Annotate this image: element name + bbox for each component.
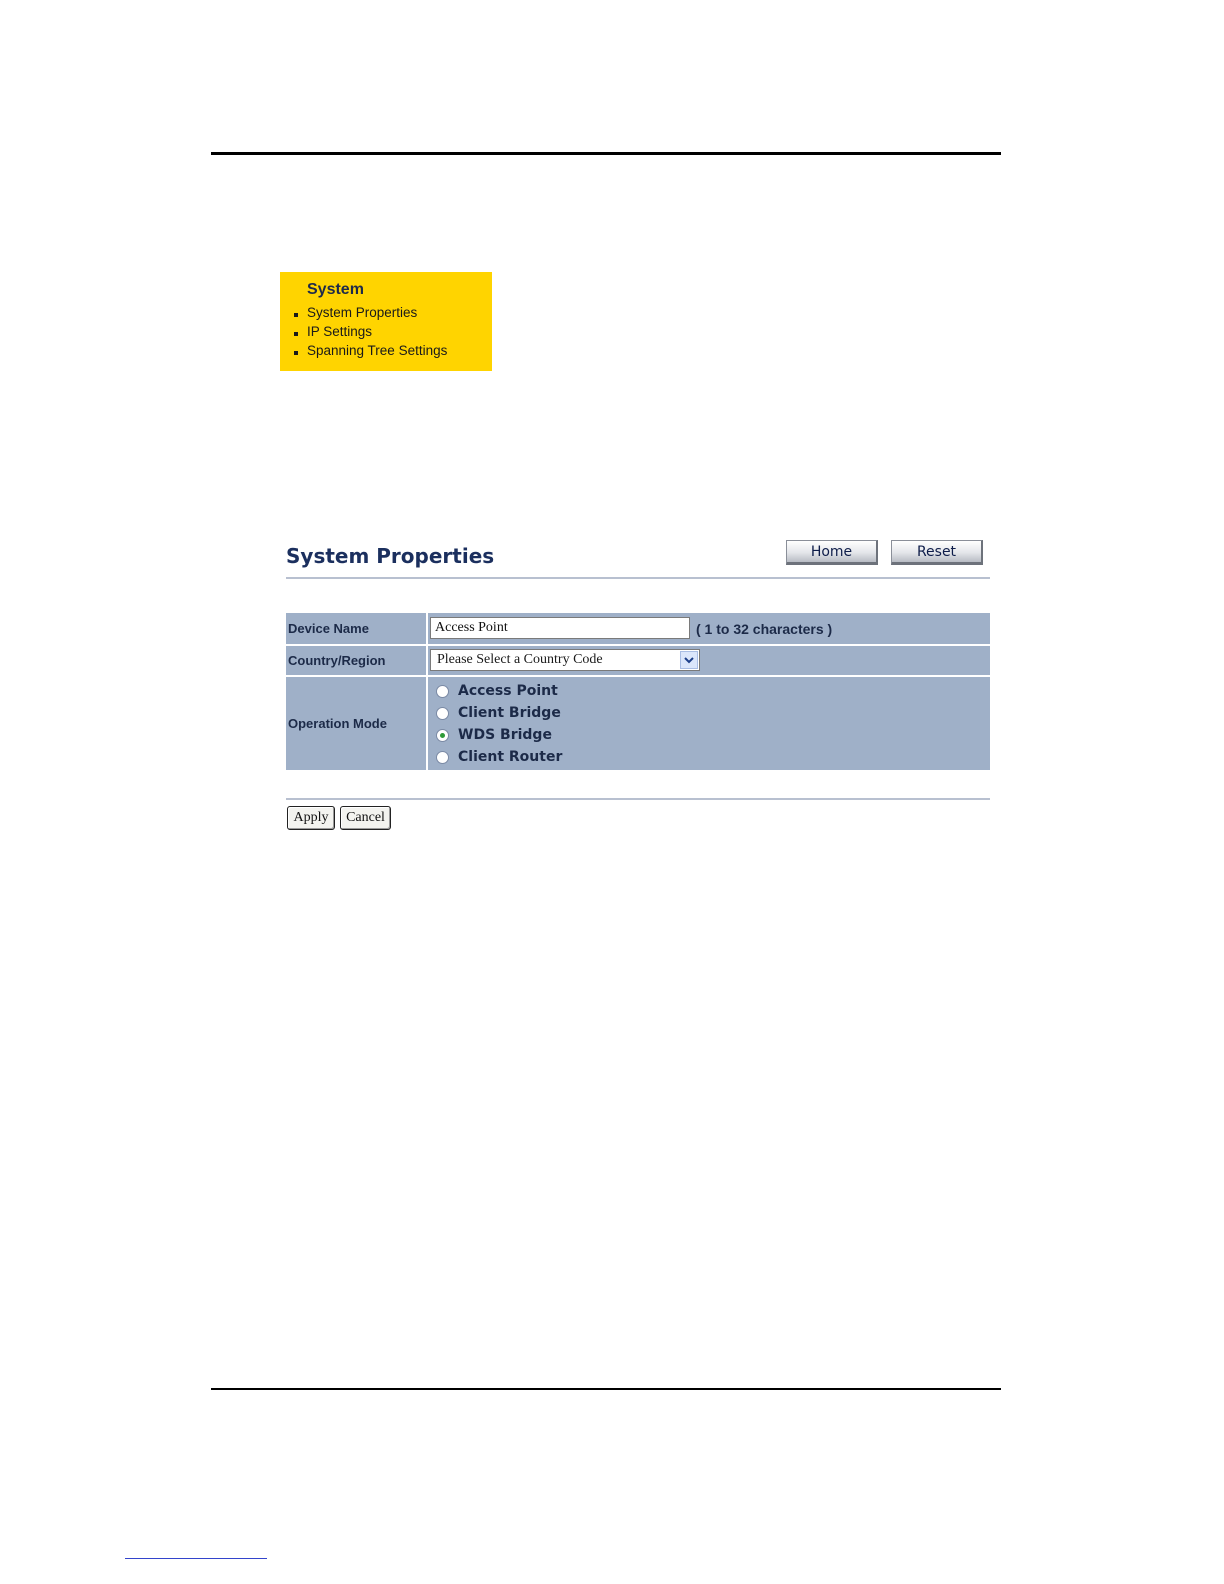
- device-name-input[interactable]: [430, 617, 690, 639]
- bullet-icon: [294, 313, 298, 317]
- form-divider: [286, 798, 990, 800]
- country-code-select[interactable]: [430, 649, 700, 671]
- device-name-label: Device Name: [286, 613, 426, 644]
- radio-button[interactable]: [436, 751, 449, 764]
- radio-label: Access Point: [458, 683, 558, 699]
- radio-client-bridge[interactable]: [436, 703, 561, 723]
- device-name-row: [286, 613, 990, 644]
- radio-access-point[interactable]: [436, 681, 558, 701]
- menu-title: System: [307, 281, 364, 298]
- menu-item-label: IP Settings: [307, 324, 373, 339]
- operation-mode-label: Operation Mode: [286, 677, 426, 770]
- menu-item-label: Spanning Tree Settings: [307, 343, 448, 358]
- cancel-button[interactable]: Cancel: [340, 806, 391, 830]
- menu-item-spanning-tree-settings[interactable]: [294, 341, 447, 360]
- radio-label: Client Router: [458, 749, 563, 765]
- system-menu: [280, 272, 492, 371]
- apply-button[interactable]: Apply: [287, 806, 335, 830]
- radio-wds-bridge[interactable]: [436, 725, 552, 745]
- bullet-icon: [294, 351, 298, 355]
- operation-mode-row: [286, 677, 990, 770]
- radio-button-selected[interactable]: [436, 729, 449, 742]
- menu-item-ip-settings[interactable]: [294, 322, 447, 341]
- device-name-hint: ( 1 to 32 characters ): [696, 621, 833, 637]
- home-button[interactable]: Home: [786, 540, 878, 565]
- radio-client-router[interactable]: [436, 747, 562, 767]
- top-divider: [211, 152, 1001, 155]
- country-region-label: Country/Region: [286, 646, 426, 675]
- title-divider: [286, 577, 990, 579]
- radio-button[interactable]: [436, 707, 449, 720]
- country-region-cell: [428, 646, 990, 675]
- menu-list: [294, 303, 447, 360]
- operation-mode-cell: [428, 677, 990, 770]
- bottom-divider: [211, 1388, 1001, 1390]
- page-title: System Properties: [286, 544, 495, 568]
- menu-item-system-properties[interactable]: [294, 303, 447, 322]
- chevron-down-icon[interactable]: [680, 651, 698, 669]
- reset-button[interactable]: Reset: [891, 540, 983, 565]
- country-region-row: [286, 646, 990, 675]
- footer-link-underline: [125, 1558, 267, 1559]
- radio-button[interactable]: [436, 685, 449, 698]
- radio-selected-dot: [440, 733, 445, 738]
- menu-item-label: System Properties: [307, 305, 418, 320]
- bullet-icon: [294, 332, 298, 336]
- country-code-selected: Please Select a Country Code: [437, 652, 603, 667]
- radio-label: Client Bridge: [458, 705, 561, 721]
- device-name-cell: [428, 613, 990, 644]
- radio-label: WDS Bridge: [458, 727, 552, 743]
